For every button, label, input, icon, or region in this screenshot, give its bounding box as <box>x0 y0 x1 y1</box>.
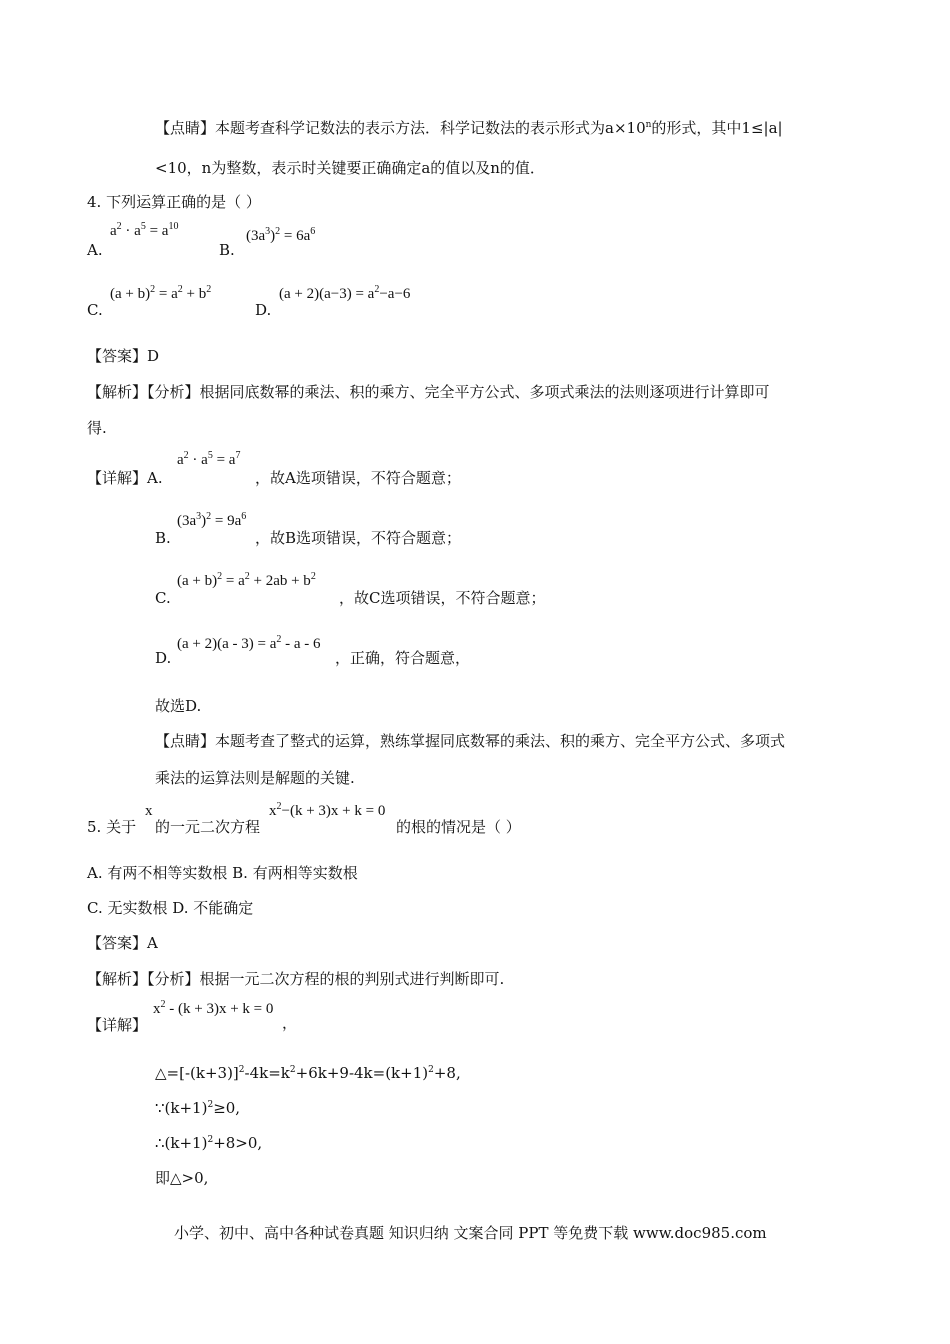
math-part: ) <box>270 228 276 244</box>
q5-answer: 【答案】A <box>87 934 158 952</box>
math-exp: 10 <box>168 221 179 232</box>
q3-tip-exponent: n <box>645 120 652 130</box>
math-part: = 9a <box>211 513 242 529</box>
q4-option-d-formula <box>279 286 410 303</box>
q4-option-c-label: C. <box>87 301 103 319</box>
math-exp: 2 <box>183 450 189 461</box>
math-exp: 6 <box>241 511 247 522</box>
math-part: - (k + 3)x + k = 0 <box>165 1001 274 1017</box>
q4-detail-a-text: ，故A选项错误，不符合题意； <box>255 469 461 487</box>
math-part: x <box>269 803 277 819</box>
q5-since-line <box>155 1098 240 1118</box>
math-exp: 5 <box>207 450 213 461</box>
q4-detail-b-formula <box>177 513 246 530</box>
q3-tip-text-b: a×10 <box>605 119 646 137</box>
math-part: -4k=k <box>244 1064 290 1082</box>
math-exp: 3 <box>196 511 202 522</box>
math-part: = a <box>222 573 245 589</box>
math-part: (a + b) <box>110 286 151 302</box>
q4-detail-label: 【详解】A. <box>87 469 163 487</box>
math-exp: 2 <box>238 1065 245 1075</box>
q5-options-cd: C. 无实数根 D. 不能确定 <box>87 899 254 917</box>
math-part: △=[-(k+3)] <box>155 1064 239 1082</box>
q4-detail-d-text: ，正确，符合题意， <box>335 649 471 667</box>
q4-option-c-formula <box>110 286 211 303</box>
math-part: −(k + 3)x + k = 0 <box>281 803 386 819</box>
q4-option-a-formula <box>110 223 178 240</box>
math-exp: 2 <box>207 1135 214 1145</box>
math-part: a <box>110 223 117 239</box>
q4-option-a-label: A. <box>87 241 103 259</box>
math-exp: 5 <box>140 221 146 232</box>
math-part: ∵(k+1) <box>155 1099 208 1117</box>
q5-delta-line <box>155 1063 461 1083</box>
q4-analysis: 【解析】【分析】根据同底数幂的乘法、积的乘方、完全平方公式、多项式乘法的法则逐项进行计算即可 <box>87 383 770 401</box>
math-part: (3a <box>246 228 266 244</box>
q4-detail-d-formula <box>177 636 321 653</box>
math-part: ∴(k+1) <box>155 1134 208 1152</box>
math-exp: 2 <box>276 634 282 645</box>
math-part: + 2ab + b <box>249 573 311 589</box>
q5-hence-line <box>155 1133 262 1153</box>
math-exp: 7 <box>235 450 241 461</box>
math-part: +8>0, <box>213 1134 263 1152</box>
q5-so-line: 即△>0, <box>155 1169 209 1187</box>
q5-detail-comma: ， <box>282 1014 298 1032</box>
q3-tip-text-c: 的形式，其中1≤|a| <box>651 119 783 137</box>
q5-detail-label: 【详解】 <box>87 1016 148 1034</box>
page-footer: 小学、初中、高中各种试卷真题 知识归纳 文案合同 PPT 等免费下载 www.doc985.com <box>174 1224 767 1242</box>
math-part: (a + b) <box>177 573 218 589</box>
math-exp: 2 <box>428 1065 434 1075</box>
q4-option-b-label: B. <box>219 241 235 259</box>
math-exp: 2 <box>177 284 183 295</box>
q5-analysis: 【解析】【分析】根据一元二次方程的根的判别式进行判断即可. <box>87 970 505 988</box>
math-part: = a <box>212 452 236 468</box>
math-exp: 2 <box>116 221 122 232</box>
q3-tip-line1 <box>155 118 783 138</box>
math-exp: 3 <box>265 226 271 237</box>
math-part: - a - 6 <box>281 636 321 652</box>
q5-stem-part2: 的一元二次方程 <box>155 818 261 836</box>
math-part: ) <box>201 513 207 529</box>
q4-detail-b-text: ，故B选项错误，不符合题意； <box>255 529 462 547</box>
q4-detail-d-label: D. <box>155 649 172 667</box>
q4-detail-a-formula <box>177 452 240 469</box>
math-part: +8, <box>433 1064 461 1082</box>
math-part: a <box>177 452 184 468</box>
q5-stem-part1: 5. 关于 <box>87 818 137 836</box>
math-exp: 2 <box>206 511 212 522</box>
q4-option-d-label: D. <box>255 301 272 319</box>
math-exp: 2 <box>275 226 281 237</box>
math-part: · a <box>188 452 208 468</box>
math-part: = a <box>145 223 169 239</box>
math-part: +6k+9-4k=(k+1) <box>295 1064 429 1082</box>
q4-stem: 4. 下列运算正确的是（ ） <box>87 193 261 211</box>
math-part: + b <box>182 286 207 302</box>
math-exp: 2 <box>217 571 223 582</box>
math-exp: 2 <box>310 571 316 582</box>
q4-answer: 【答案】D <box>87 347 160 365</box>
q5-options-ab: A. 有两不相等实数根 B. 有两相等实数根 <box>87 864 358 882</box>
q5-stem-part3: 的根的情况是（ ） <box>396 818 521 836</box>
math-part: (a + 2)(a - 3) = a <box>177 636 277 652</box>
q3-tip-line2: <10，n为整数，表示时关键要正确确定a的值以及n的值． <box>155 159 545 177</box>
q4-detail-c-label: C. <box>155 589 171 607</box>
math-part: ≥0, <box>213 1099 241 1117</box>
q3-tip-text-a: 【点睛】本题考查科学记数法的表示方法．科学记数法的表示形式为 <box>155 119 606 137</box>
q4-tip-line1: 【点睛】本题考查了整式的运算，熟练掌握同底数幂的乘法、积的乘方、完全平方公式、多项式 <box>155 732 786 750</box>
math-part: · a <box>121 223 141 239</box>
math-part: (a + 2)(a−3) = a <box>279 286 375 302</box>
math-exp: 2 <box>150 284 156 295</box>
q4-analysis-cont: 得. <box>87 419 107 437</box>
math-part: = 6a <box>280 228 311 244</box>
math-part: x <box>153 1001 161 1017</box>
math-exp: 2 <box>276 801 282 812</box>
q4-detail-b-label: B. <box>155 529 171 547</box>
math-part: (3a <box>177 513 197 529</box>
q4-detail-c-text: ，故C选项错误，不符合题意； <box>339 589 546 607</box>
math-part: = a <box>155 286 178 302</box>
math-part: −a−6 <box>379 286 411 302</box>
q4-choose: 故选D. <box>155 697 202 715</box>
q5-detail-formula <box>153 1001 273 1018</box>
math-exp: 2 <box>207 1100 214 1110</box>
q4-tip-line2: 乘法的运算法则是解题的关键. <box>155 769 355 787</box>
math-exp: 2 <box>374 284 380 295</box>
q5-stem-equation <box>269 803 385 820</box>
math-exp: 6 <box>310 226 316 237</box>
math-exp: 2 <box>160 999 166 1010</box>
q4-detail-c-formula <box>177 573 316 590</box>
math-exp: 2 <box>244 571 250 582</box>
math-exp: 2 <box>289 1065 296 1075</box>
q4-option-b-formula <box>246 228 315 245</box>
q5-stem-variable: x <box>145 803 153 819</box>
math-exp: 2 <box>206 284 212 295</box>
